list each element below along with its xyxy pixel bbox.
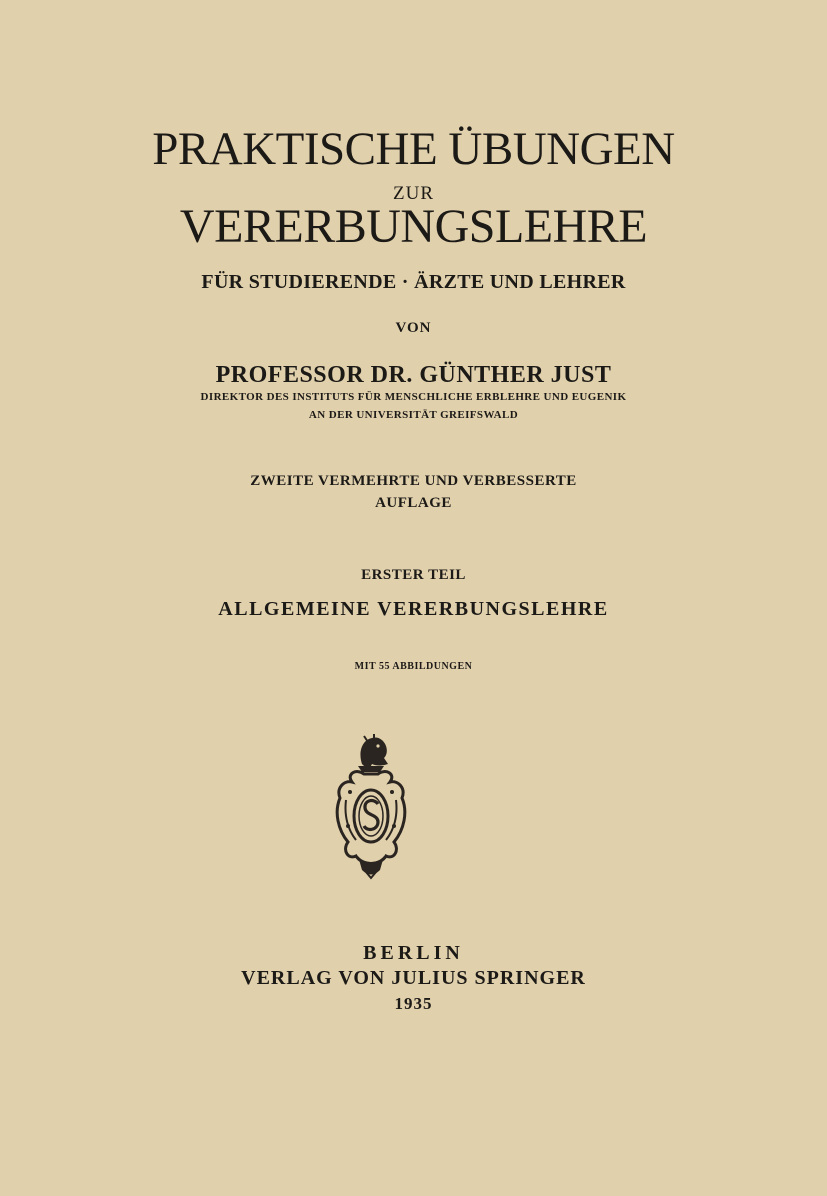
- by-label: VON: [395, 320, 432, 336]
- part-label: ERSTER TEIL: [361, 567, 466, 583]
- edition-line-1: ZWEITE VERMEHRTE UND VERBESSERTE: [250, 473, 577, 489]
- springer-knight-emblem-icon: [328, 730, 414, 880]
- part-title: ALLGEMEINE VERERBUNGSLEHRE: [218, 598, 609, 620]
- edition-line-2: AUFLAGE: [375, 495, 452, 511]
- publication-year: 1935: [394, 994, 433, 1013]
- book-title-line-1: PRAKTISCHE ÜBUNGEN: [152, 123, 675, 175]
- book-subtitle: FÜR STUDIERENDE · ÄRZTE UND LEHRER: [201, 271, 626, 293]
- publisher-name: VERLAG VON JULIUS SPRINGER: [241, 967, 586, 989]
- author-name: PROFESSOR DR. GÜNTHER JUST: [215, 362, 612, 388]
- illustrations-note: MIT 55 ABBILDUNGEN: [354, 661, 473, 672]
- title-connector: ZUR: [393, 183, 434, 204]
- author-affiliation-line-2: AN DER UNIVERSITÄT GREIFSWALD: [308, 409, 519, 421]
- publication-city: BERLIN: [363, 942, 464, 964]
- author-affiliation-line-1: DIREKTOR DES INSTITUTS FÜR MENSCHLICHE ERBLEHRE UND EUGENIK: [200, 391, 627, 403]
- book-title-line-2: VERERBUNGSLEHRE: [179, 200, 648, 253]
